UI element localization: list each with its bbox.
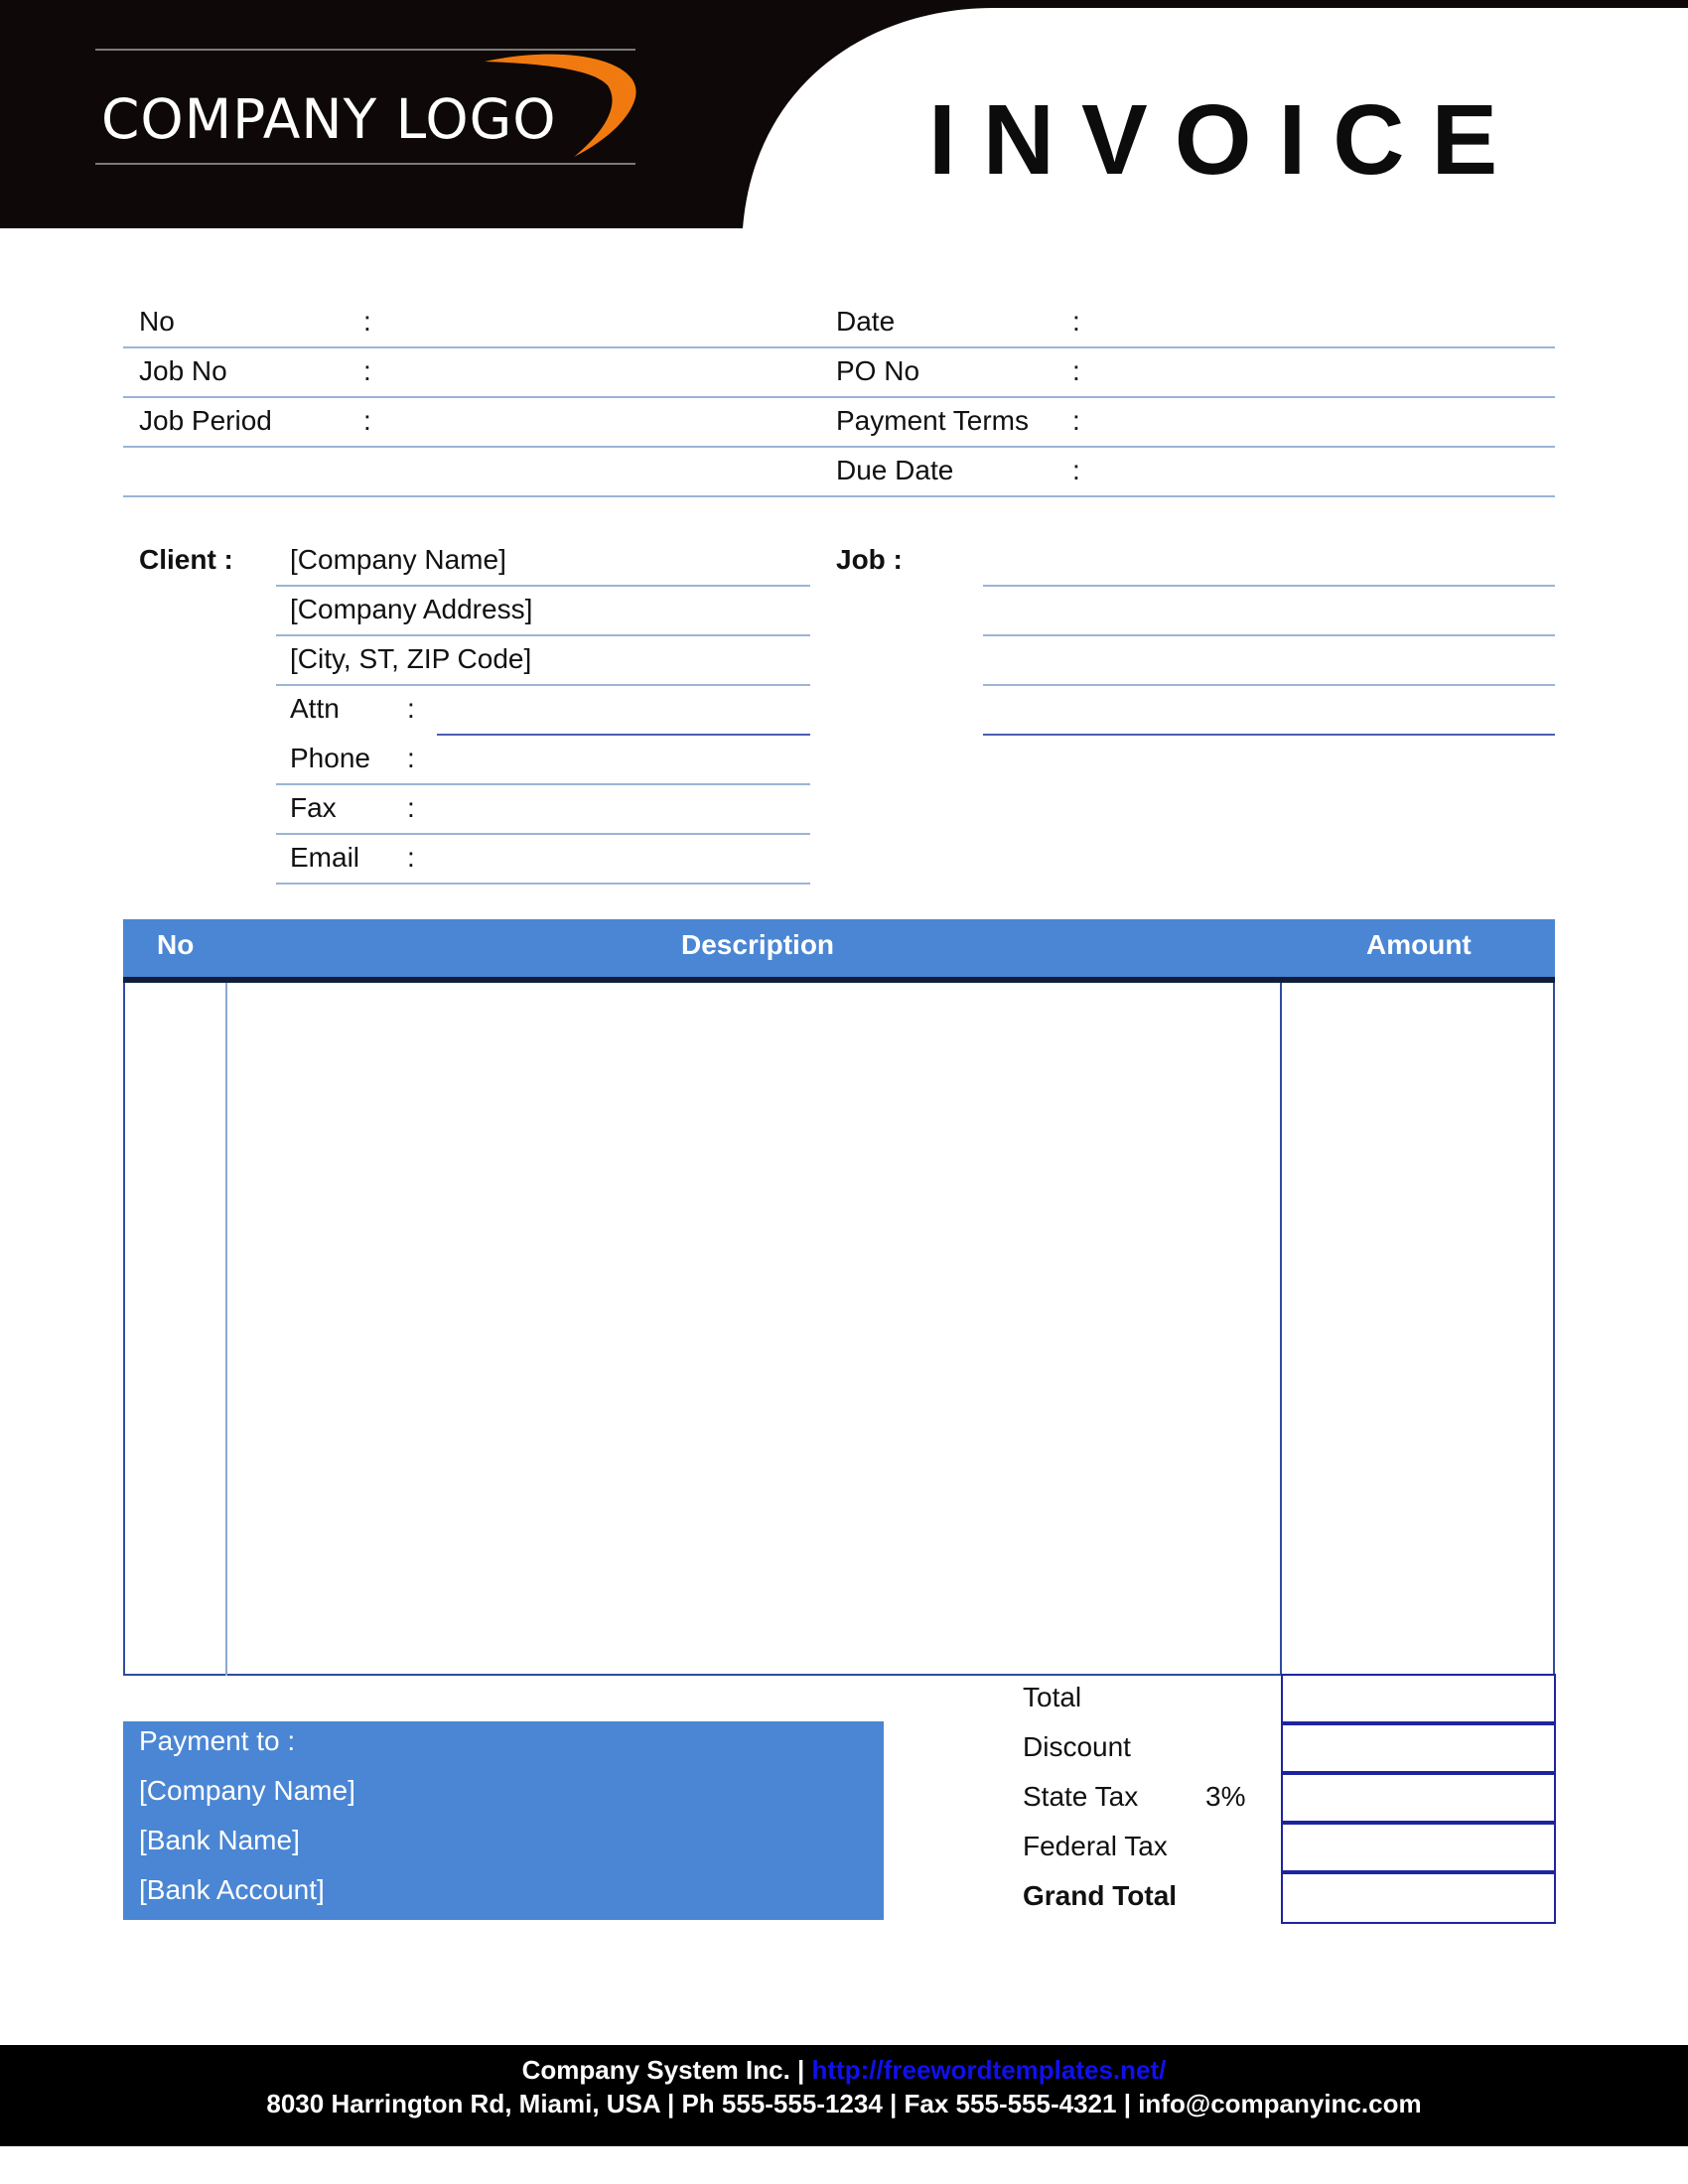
state-tax-value-cell[interactable] [1281,1773,1556,1823]
meta-colon: : [363,355,371,386]
job-rule [983,585,1555,587]
client-rule [276,634,810,636]
meta-colon: : [1072,355,1080,386]
meta-rule [123,446,1555,448]
meta-colon: : [363,306,371,337]
client-phone-label: Phone [290,743,370,773]
client-rule [276,833,810,835]
job-rule [983,634,1555,636]
client-company-name: [Company Name] [290,544,506,575]
client-email-label: Email [290,842,360,873]
invoice-header [0,0,1688,238]
meta-label-payment-terms: Payment Terms [836,405,1029,436]
footer-address: 8030 Harrington Rd, Miami, USA | Ph 555-555-1234 | Fax 555-555-4321 | info@companyinc.com [266,2089,1422,2118]
payment-account: [Bank Account] [139,1874,325,1905]
job-label: Job : [836,544,903,575]
client-rule [276,585,810,587]
meta-label-job-no: Job No [139,355,227,386]
footer-link[interactable]: http://freewordtemplates.net/ [811,2055,1167,2085]
meta-label-po-no: PO No [836,355,920,386]
company-logo: COMPANY LOGO [101,87,557,151]
job-rule [983,684,1555,686]
grand-total-value-cell[interactable] [1281,1872,1556,1924]
column-divider-no [225,983,227,1676]
state-tax-rate: 3% [1205,1781,1246,1812]
client-rule [437,734,810,736]
page-footer [0,2045,1688,2146]
footer-company-line [0,2055,1688,2086]
meta-colon: : [1072,455,1080,485]
items-table-body [123,983,1555,1676]
client-rule [276,684,810,686]
column-header-no: No [157,929,195,960]
meta-colon: : [1072,405,1080,436]
state-tax-label: State Tax [1023,1781,1139,1812]
meta-label-date: Date [836,306,896,337]
meta-rule [123,346,1555,348]
payment-heading: Payment to : [139,1725,296,1756]
footer-company: Company System Inc. | [521,2055,805,2085]
meta-colon: : [363,405,371,436]
meta-rule [123,495,1555,497]
federal-tax-label: Federal Tax [1023,1831,1168,1861]
client-colon: : [407,792,415,823]
payment-company: [Company Name] [139,1775,355,1806]
client-colon: : [407,743,415,773]
client-company-address: [Company Address] [290,594,533,624]
client-fax-label: Fax [290,792,337,823]
total-label: Total [1023,1682,1082,1712]
items-table-header [123,919,1555,977]
meta-colon: : [1072,306,1080,337]
client-rule [276,883,810,885]
payment-box [123,1721,884,1920]
federal-tax-value-cell[interactable] [1281,1823,1556,1872]
client-colon: : [407,842,415,873]
meta-label-no: No [139,306,175,337]
meta-label-due-date: Due Date [836,455,954,485]
meta-label-job-period: Job Period [139,405,272,436]
column-divider-amount [1280,983,1282,1676]
client-rule [276,783,810,785]
client-label: Client : [139,544,233,575]
client-attn-label: Attn [290,693,340,724]
discount-value-cell[interactable] [1281,1723,1556,1773]
grand-total-label: Grand Total [1023,1880,1178,1911]
column-header-amount: Amount [1366,929,1472,960]
job-rule [983,734,1555,736]
invoice-title: INVOICE [928,84,1525,196]
meta-rule [123,396,1555,398]
client-colon: : [407,693,415,724]
total-value-cell[interactable] [1281,1674,1556,1723]
discount-label: Discount [1023,1731,1131,1762]
client-city: [City, ST, ZIP Code] [290,643,532,674]
column-header-description: Description [681,929,835,960]
payment-bank: [Bank Name] [139,1825,300,1855]
